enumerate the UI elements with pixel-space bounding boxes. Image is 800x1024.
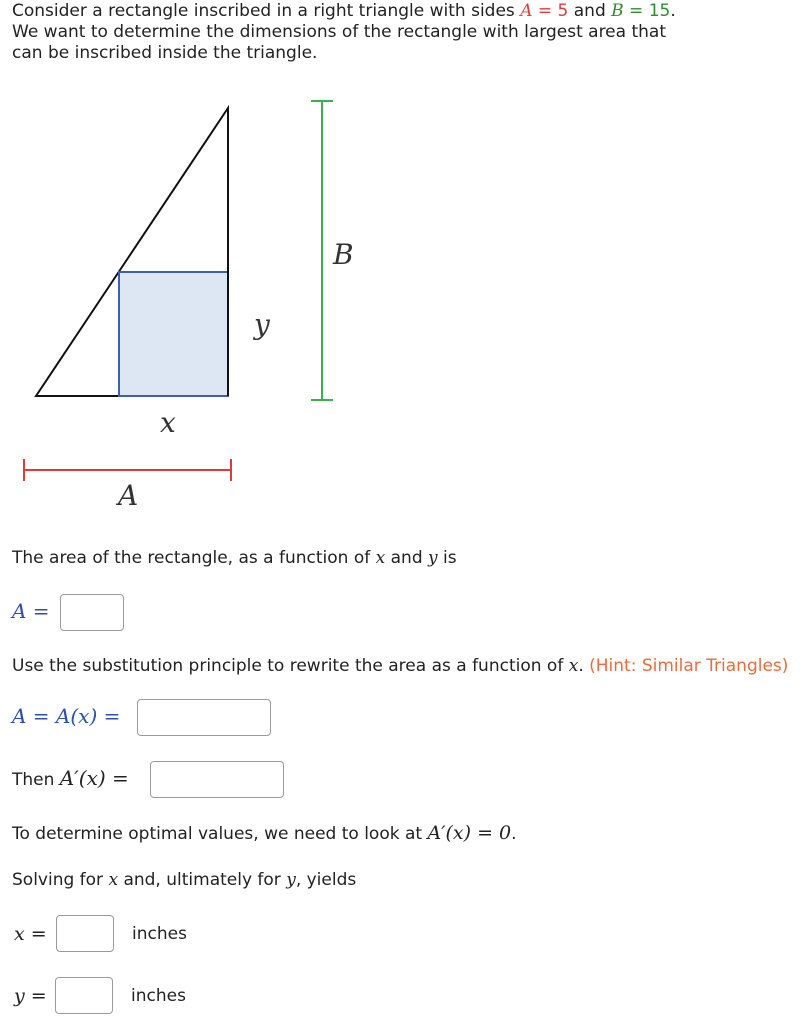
y-input[interactable] xyxy=(55,977,113,1014)
x-input[interactable] xyxy=(56,915,114,952)
triangle-figure xyxy=(0,90,400,520)
A-value: 5 xyxy=(557,1,569,21)
solving-text: Solving for x and, ultimately for y, yields xyxy=(12,870,357,890)
area-of-x-input[interactable] xyxy=(137,699,271,736)
B-value: 15 xyxy=(648,1,671,21)
area-of-x-lhs: A = A(x) = xyxy=(12,704,121,728)
derivative-input[interactable] xyxy=(150,761,284,798)
B-symbol: B xyxy=(611,1,624,21)
intro-line-2: We want to determine the dimensions of the rectangle with largest area that xyxy=(12,22,666,42)
intro-line-3: can be inscribed inside the triangle. xyxy=(12,43,318,63)
substitution-prompt: Use the substitution principle to rewrite the area as a function of x. (Hint: Similar Triangles) xyxy=(12,656,789,676)
area-input[interactable] xyxy=(60,594,124,631)
inscribed-rectangle xyxy=(119,272,228,396)
A-symbol: A xyxy=(520,1,533,21)
area-lhs: A = xyxy=(12,599,50,623)
y-lhs: y = xyxy=(14,985,47,1007)
intro-line-1: Consider a rectangle inscribed in a right triangle with sides A = 5 and B = 15. xyxy=(12,1,676,21)
A-dimension-bar xyxy=(24,459,231,481)
y-unit: inches xyxy=(131,986,186,1006)
derivative-lhs: Then A′(x) = xyxy=(12,766,129,790)
label-y: y xyxy=(254,308,270,341)
hint-link[interactable]: (Hint: Similar Triangles) xyxy=(589,656,789,676)
optimal-text: To determine optimal values, we need to look at A′(x) = 0. xyxy=(12,822,517,844)
label-A: A xyxy=(118,479,139,512)
x-lhs: x = xyxy=(14,923,47,945)
B-dimension-bar xyxy=(311,101,333,400)
area-prompt: The area of the rectangle, as a function of x and y is xyxy=(12,548,457,568)
label-x: x xyxy=(160,406,176,439)
label-B: B xyxy=(333,238,354,271)
x-unit: inches xyxy=(132,924,187,944)
